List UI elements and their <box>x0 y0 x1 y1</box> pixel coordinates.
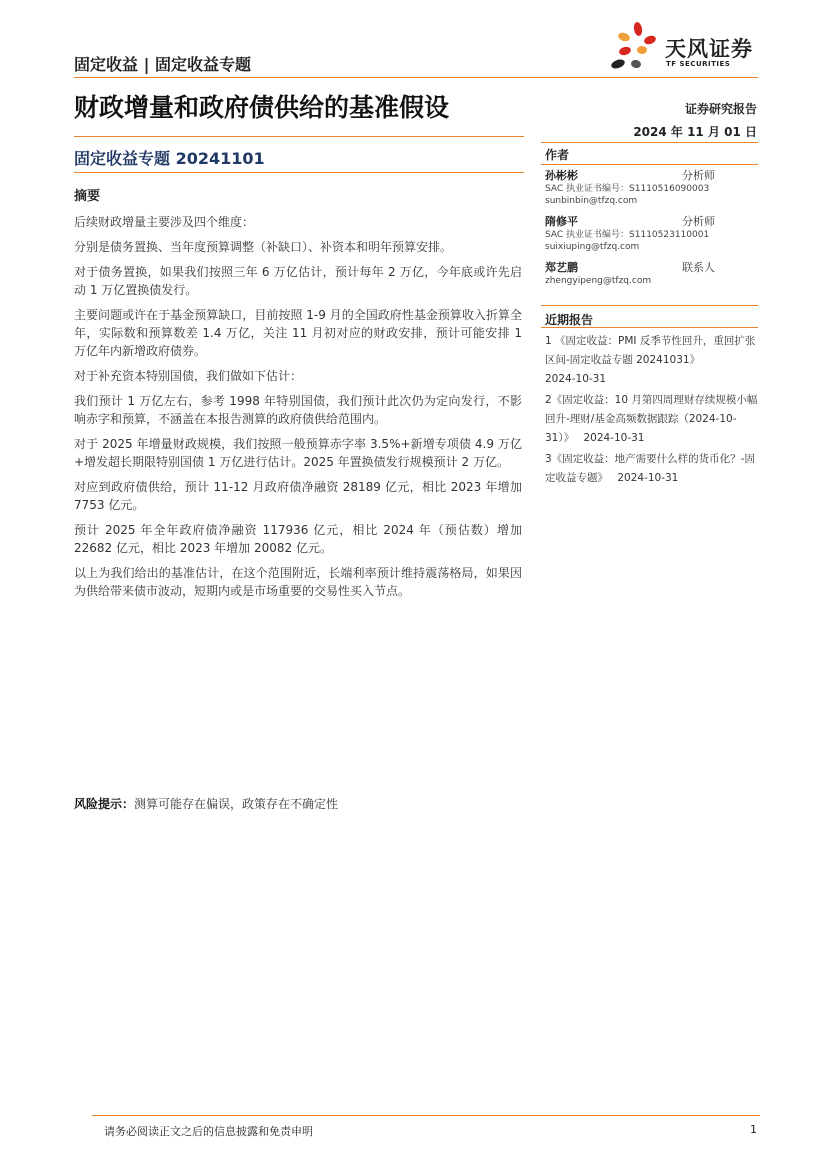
report-type: 证券研究报告 <box>684 102 757 116</box>
abstract-paragraph: 对于 2025 年增量财政规模，我们按照一般预算赤字率 3.5%+新增专项债 4.9 万亿+增发超长期限特别国债 1 万亿进行估计。2025 年置换债发行规模预计 2 万亿。 <box>74 437 522 469</box>
authors-heading: 作者 <box>545 148 570 162</box>
recent-reports-heading: 近期报告 <box>545 313 594 327</box>
recent-report-title[interactable]: 2《固定收益：10 月第四周理财存续规模小幅回升-理财/基金高频数据跟踪（2024-10-31）》 <box>545 394 758 444</box>
risk-label: 风险提示： <box>74 797 135 811</box>
report-title: 财政增量和政府债供给的基准假设 <box>74 93 450 122</box>
section-header: 固定收益 | 固定收益专题 <box>74 55 251 74</box>
author-cert: SAC 执业证书编号：S1110516090003 <box>545 184 710 194</box>
author-role: 分析师 <box>682 215 715 228</box>
abstract-paragraph: 对于债务置换，如果我们按照三年 6 万亿估计，预计每年 2 万亿，今年底或许先启动 1 万亿置换债发行。 <box>74 265 522 297</box>
author-name: 孙彬彬 <box>545 169 578 182</box>
company-logo <box>608 20 758 74</box>
sidebar-rule-top <box>541 142 758 143</box>
abstract-paragraph: 对于补充资本特别国债，我们做如下估计： <box>74 369 303 383</box>
risk-text: 测算可能存在偏误，政策存在不确定性 <box>134 797 339 811</box>
recent-report-date: 2024-10-31 <box>617 472 679 484</box>
abstract-paragraph: 我们预计 1 万亿左右，参考 1998 年特别国债，我们预计此次仍为定向发行，不影响赤字和预算，不涵盖在本报告测算的政府债供给范围内。 <box>74 394 522 426</box>
author-card <box>545 214 760 253</box>
recent-report-title[interactable]: 3《固定收益：地产需要什么样的货币化？-固定收益专题》 <box>545 453 755 484</box>
author-card <box>545 260 760 287</box>
risk-notice <box>74 795 338 812</box>
header-rule <box>74 77 758 78</box>
abstract-paragraph: 对应到政府债供给，预计 11-12 月政府债净融资 28189 亿元，相比 2023 年增加 7753 亿元。 <box>74 480 522 512</box>
recent-report-item[interactable] <box>545 450 759 488</box>
recent-report-date: 2024-10-31 <box>545 373 607 385</box>
abstract-heading: 摘要 <box>74 189 101 204</box>
recent-rule-top <box>541 305 758 306</box>
footer-rule <box>92 1115 760 1116</box>
recent-report-item[interactable] <box>545 332 759 389</box>
page-number: 1 <box>750 1123 757 1136</box>
author-role: 分析师 <box>682 169 715 182</box>
authors-heading-rule <box>541 164 758 165</box>
recent-heading-rule <box>541 327 758 328</box>
recent-report-date: 2024-10-31 <box>583 432 645 444</box>
author-role: 联系人 <box>682 261 715 274</box>
report-date: 2024 年 11 月 01 日 <box>633 125 757 139</box>
author-email[interactable]: zhengyipeng@tfzq.com <box>545 276 652 286</box>
recent-reports-list <box>545 332 759 490</box>
author-cert: SAC 执业证书编号：S1110523110001 <box>545 230 710 240</box>
abstract-paragraph: 以上为我们给出的基准估计，在这个范围附近，长端利率预计维持震荡格局，如果因为供给带来债市波动，短期内或是市场重要的交易性买入节点。 <box>74 566 522 598</box>
author-name: 隋修平 <box>545 215 578 228</box>
author-card <box>545 168 760 207</box>
recent-report-item[interactable] <box>545 391 759 448</box>
abstract-paragraph: 分别是债务置换、当年度预算调整（补缺口）、补资本和明年预算安排。 <box>74 240 453 254</box>
logo-mark-icon <box>608 20 664 74</box>
abstract-paragraph: 后续财政增量主要涉及四个维度： <box>74 215 255 229</box>
author-email[interactable]: sunbinbin@tfzq.com <box>545 196 638 206</box>
report-subtitle: 固定收益专题 20241101 <box>74 149 265 168</box>
logo-text-cn: 天风证券 <box>665 37 753 61</box>
footer-disclaimer: 请务必阅读正文之后的信息披露和免责申明 <box>104 1125 313 1138</box>
subtitle-rule <box>74 172 524 173</box>
abstract-paragraph: 主要问题或许在于基金预算缺口，目前按照 1-9 月的全国政府性基金预算收入折算全年，实际数和预算数差 1.4 万亿，关注 11 月初对应的财政安排，预计可能安排 1 万亿年内新增政府债券。 <box>74 308 522 358</box>
title-rule <box>74 136 524 137</box>
abstract-paragraph: 预计 2025 年全年政府债净融资 117936 亿元，相比 2024 年（预估数）增加 22682 亿元，相比 2023 年增加 20082 亿元。 <box>74 523 522 555</box>
author-name: 郑艺鹏 <box>545 261 578 274</box>
recent-report-title[interactable]: 1 《固定收益：PMI 反季节性回升，重回扩张区间-固定收益专题 20241031》 <box>545 335 756 366</box>
logo-text-en: TF SECURITIES <box>666 60 731 68</box>
abstract-section <box>74 188 522 607</box>
author-email[interactable]: suixiuping@tfzq.com <box>545 242 640 252</box>
